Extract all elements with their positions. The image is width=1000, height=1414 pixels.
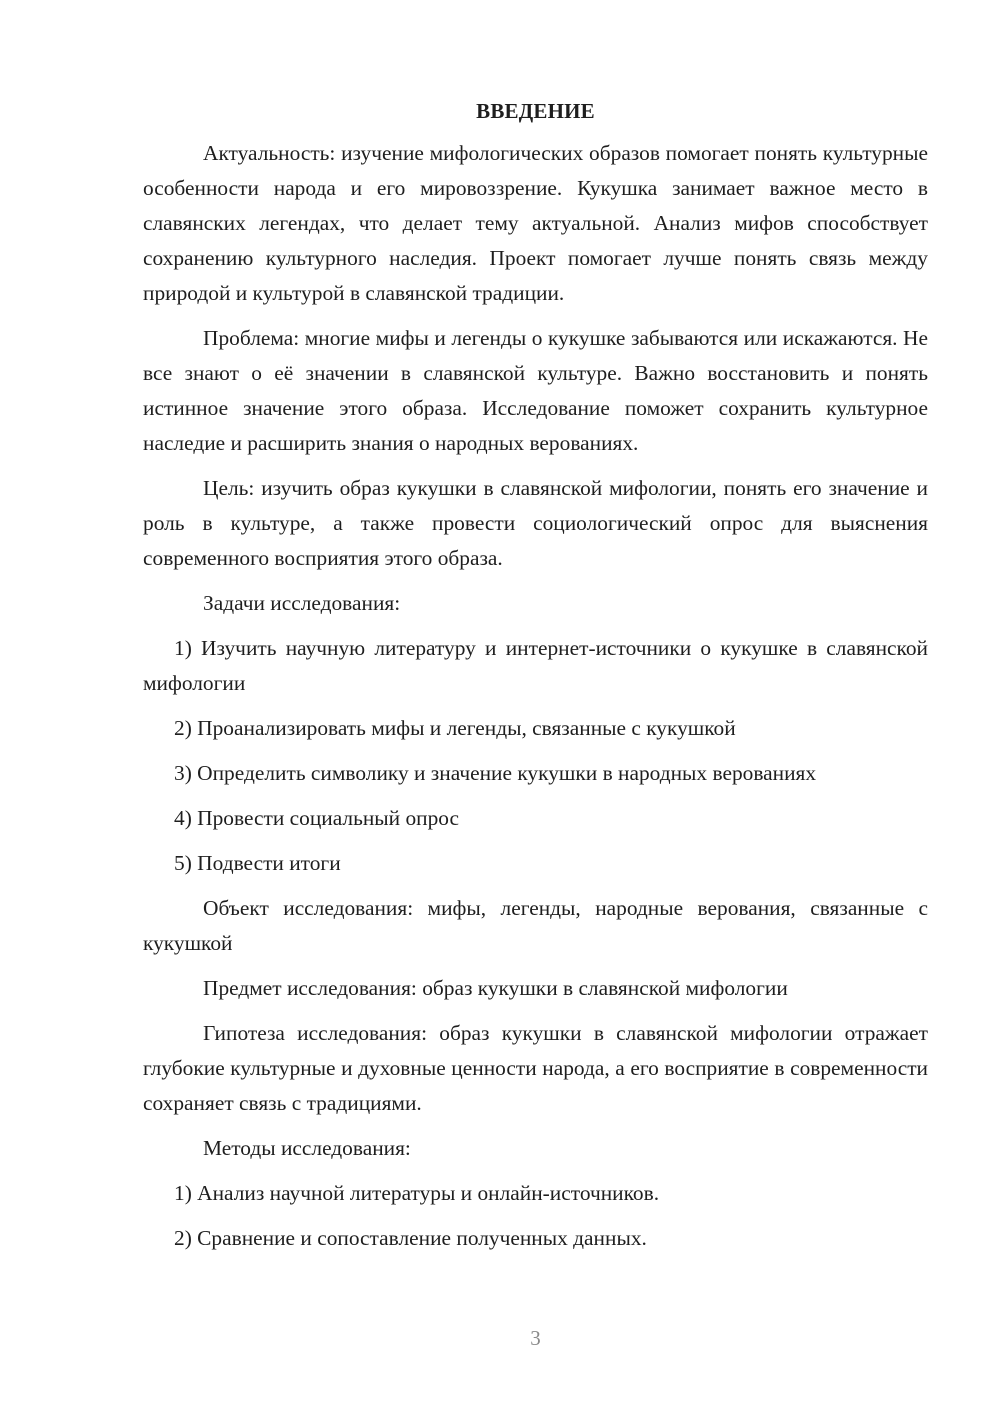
methods-heading: Методы исследования: [203,1136,411,1160]
object-paragraph: Объект исследования: мифы, легенды, народные верования, связанные с кукушкой [143,896,928,955]
problem-paragraph: Проблема: многие мифы и легенды о кукушке забываются или искажаются. Не все знают о её значении в славянской культуре. Важно восстановить и понять истинное значение этого образа. Исследование поможет сохранить культурное наследие и расширить знания о народных верованиях. [143,326,928,455]
section-title: ВВЕДЕНИЕ [476,99,595,123]
relevance-paragraph: Актуальность: изучение мифологических образов помогает понять культурные особенности народа и его мировоззрение. Кукушка занимает важное место в славянских легендах, что делает тему актуальной. Анализ мифов способствует сохранению культурного наследия. Проект помогает лучше понять связь между природой и культурой в славянской традиции. [143,141,928,305]
subject-paragraph: Предмет исследования: образ кукушки в славянской мифологии [203,976,788,1000]
hypothesis-paragraph: Гипотеза исследования: образ кукушки в славянской мифологии отражает глубокие культурные и духовные ценности народа, а его восприятие в современности сохраняет связь с традициями. [143,1021,928,1115]
task-item-4: 4) Провести социальный опрос [174,806,460,830]
tasks-heading: Задачи исследования: [203,591,401,615]
goal-paragraph: Цель: изучить образ кукушки в славянской мифологии, понять его значение и роль в культуре, а также провести социологический опрос для выяснения современного восприятия этого образа. [143,476,928,570]
page-number: 3 [530,1326,541,1350]
task-item-5: 5) Подвести итоги [174,851,341,875]
method-item-2: 2) Сравнение и сопоставление полученных данных. [174,1226,647,1250]
task-item-1: 1) Изучить научную литературу и интернет-источники о кукушке в славянской мифологии [143,636,928,695]
task-item-3: 3) Определить символику и значение кукушки в народных верованиях [174,761,817,785]
method-item-1: 1) Анализ научной литературы и онлайн-источников. [174,1181,660,1205]
task-item-2: 2) Проанализировать мифы и легенды, связанные с кукушкой [174,716,736,740]
document-page [143,96,928,1256]
